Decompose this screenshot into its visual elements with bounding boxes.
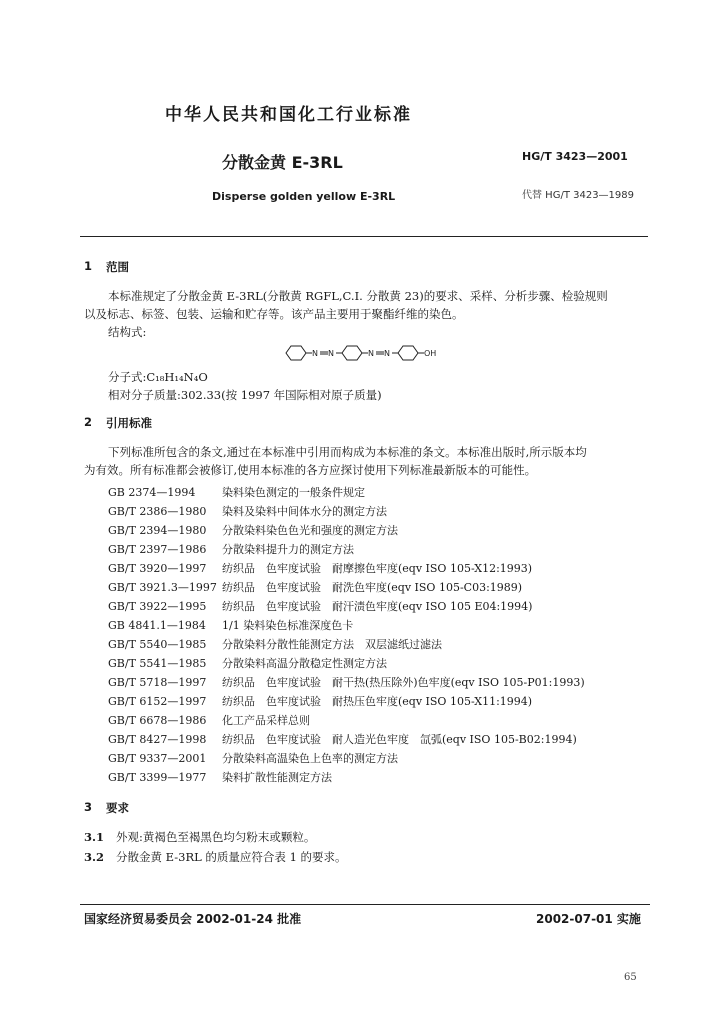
- nitrogen-1: N: [312, 349, 318, 358]
- molecular-mass: 相对分子质量:302.33(按 1997 年国际相对原子质量): [108, 388, 382, 402]
- reference-code: GB/T 3922—1995: [108, 600, 207, 613]
- effective-date: 2002-07-01 实施: [536, 912, 641, 926]
- issue-approval: 国家经济贸易委员会 2002-01-24 批准: [84, 912, 302, 926]
- reference-title: 染料染色测定的一般条件规定: [222, 486, 365, 499]
- reference-item: [108, 636, 442, 652]
- header-divider: [80, 236, 648, 237]
- structure-label: 结构式:: [108, 325, 147, 339]
- reference-title: 1/1 染料染色标准深度色卡: [222, 619, 354, 632]
- reference-title: 染料及染料中间体水分的测定方法: [222, 505, 387, 518]
- reference-code: GB 2374—1994: [108, 486, 196, 499]
- reference-title: 纺织品 色牢度试验 耐洗色牢度(eqv ISO 105-C03:1989): [222, 581, 523, 594]
- nitrogen-2: N: [328, 349, 334, 358]
- structural-formula: [282, 340, 472, 366]
- reference-item: [108, 674, 585, 690]
- reference-title: 化工产品采样总则: [222, 714, 310, 727]
- requirement-3-2: 分散金黄 E-3RL 的质量应符合表 1 的要求。: [116, 850, 347, 864]
- benzene-ring-2: [342, 346, 362, 360]
- reference-title: 纺织品 色牢度试验 耐汗渍色牢度(eqv ISO 105 E04:1994): [222, 600, 533, 613]
- reference-code: GB/T 2386—1980: [108, 505, 207, 518]
- reference-item: [108, 693, 532, 709]
- reference-title: 分散染料提升力的测定方法: [222, 543, 354, 556]
- section-2-number: 2: [84, 415, 93, 429]
- reference-item: [108, 769, 332, 785]
- section-2-paragraph-line-2: 为有效。所有标准都会被修订,使用本标准的各方应探讨使用下列标准最新版本的可能性。: [84, 463, 537, 477]
- document-title-cn: 分散金黄 E-3RL: [222, 153, 343, 172]
- reference-code: GB/T 3921.3—1997: [108, 581, 217, 594]
- reference-item: [108, 579, 522, 595]
- reference-item: [108, 617, 353, 633]
- reference-code: GB/T 6678—1986: [108, 714, 207, 727]
- reference-code: GB/T 8427—1998: [108, 733, 207, 746]
- requirement-3-1-number: 3.1: [84, 830, 105, 844]
- reference-code: GB 4841.1—1984: [108, 619, 206, 632]
- section-1-paragraph-line-2: 以及标志、标签、包装、运输和贮存等。该产品主要用于聚酯纤维的染色。: [84, 307, 464, 321]
- section-1-number: 1: [84, 259, 93, 273]
- nitrogen-3: N: [368, 349, 374, 358]
- molecular-formula: 分子式:C₁₈H₁₄N₄O: [108, 370, 208, 384]
- section-1-paragraph-line-1: 本标准规定了分散金黄 E-3RL(分散黄 RGFL,C.I. 分散黄 23)的要求、采样、分析步骤、检验规则: [108, 289, 608, 303]
- section-3-heading: 要求: [106, 801, 129, 815]
- replaces-standard: 代替 HG/T 3423—1989: [522, 190, 635, 201]
- reference-item: [108, 655, 387, 671]
- reference-code: GB/T 3399—1977: [108, 771, 207, 784]
- standard-number: HG/T 3423—2001: [522, 150, 628, 163]
- reference-code: GB/T 2394—1980: [108, 524, 207, 537]
- reference-item: [108, 503, 387, 519]
- reference-item: [108, 598, 532, 614]
- reference-title: 分散染料高温染色上色率的测定方法: [222, 752, 398, 765]
- reference-item: [108, 484, 365, 500]
- benzene-ring-3: [398, 346, 418, 360]
- footer-divider: [80, 904, 650, 905]
- page-number: 65: [624, 972, 637, 983]
- section-2-heading: 引用标准: [106, 416, 152, 430]
- document-title-en: Disperse golden yellow E-3RL: [212, 190, 396, 203]
- nitrogen-4: N: [384, 349, 390, 358]
- reference-title: 分散染料染色色光和强度的测定方法: [222, 524, 398, 537]
- reference-code: GB/T 3920—1997: [108, 562, 207, 575]
- benzene-ring-1: [286, 346, 306, 360]
- reference-item: [108, 750, 398, 766]
- reference-title: 纺织品 色牢度试验 耐干热(热压除外)色牢度(eqv ISO 105-P01:1993): [222, 676, 585, 689]
- reference-code: GB/T 9337—2001: [108, 752, 207, 765]
- reference-title: 分散染料分散性能测定方法 双层滤纸过滤法: [222, 638, 442, 651]
- section-1-heading: 范围: [106, 260, 129, 274]
- reference-code: GB/T 5540—1985: [108, 638, 207, 651]
- reference-title: 分散染料高温分散稳定性测定方法: [222, 657, 387, 670]
- section-2-paragraph-line-1: 下列标准所包含的条文,通过在本标准中引用而构成为本标准的条文。本标准出版时,所示版本均: [108, 445, 587, 459]
- org-title: 中华人民共和国化工行业标准: [165, 105, 412, 125]
- hydroxyl-group: OH: [424, 349, 437, 358]
- reference-code: GB/T 5718—1997: [108, 676, 207, 689]
- reference-title: 纺织品 色牢度试验 耐热压色牢度(eqv ISO 105-X11:1994): [222, 695, 533, 708]
- reference-title: 纺织品 色牢度试验 耐摩擦色牢度(eqv ISO 105-X12:1993): [222, 562, 533, 575]
- requirement-3-2-number: 3.2: [84, 850, 105, 864]
- section-3-number: 3: [84, 800, 93, 814]
- reference-code: GB/T 5541—1985: [108, 657, 207, 670]
- reference-title: 染料扩散性能测定方法: [222, 771, 332, 784]
- reference-item: [108, 560, 532, 576]
- reference-item: [108, 522, 398, 538]
- reference-title: 纺织品 色牢度试验 耐人造光色牢度 氙弧(eqv ISO 105-B02:1994): [222, 733, 577, 746]
- requirement-3-1: 外观:黄褐色至褐黑色均匀粉末或颗粒。: [116, 830, 316, 844]
- reference-code: GB/T 6152—1997: [108, 695, 207, 708]
- reference-item: [108, 731, 577, 747]
- reference-item: [108, 712, 310, 728]
- reference-code: GB/T 2397—1986: [108, 543, 207, 556]
- reference-item: [108, 541, 354, 557]
